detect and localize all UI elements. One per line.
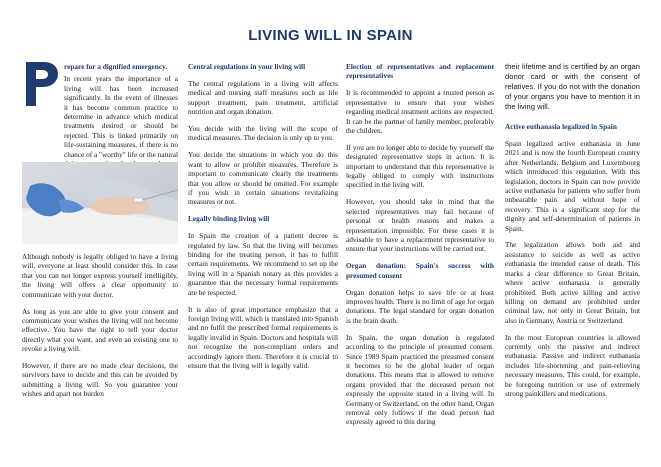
col3-paragraph-5: In Spain, the organ donation is regulated according to the principle of presumed consent. Since 1989 Spain practiced the presumed consent it becomes to be the global leader of organ donations. This means that is allowed to remove organs provided that the deceased person not expressly the opposite stated in a living will. In Germany or Switzerland, on the other hand, Organ removal only follows if the dead person had expressly agreed to this during bbox=[346, 332, 494, 427]
col2-paragraph-3: You decide the situations in which you do this want to allow or prohibit measures. Therefore is important to communicate clearly the treatments that you allow or should be omitted. For example if you wish in certain situations revitalizing measures or not. bbox=[188, 150, 338, 207]
heading-central-regulations: Central regulations in your living will bbox=[188, 62, 306, 71]
col2-paragraph-2: You decide with the living will the scope of medical measures. The decision is only up to you. bbox=[188, 124, 338, 143]
col4-paragraph-2: The legalization allows both aid and assistance to suicide as well as active euthanasia the intended cause of death. This marks a clear difference to Great Britain, where active euthanasia is generally prohibited. Both active killing and active killing on demand are prohibited under criminal law, not only in Great Britain, but also in Germany, Austria or Switzerland. bbox=[505, 240, 640, 325]
heading-legally-binding: Legally binding living will bbox=[188, 214, 270, 224]
heading-active-euthanasia: Active euthanasia legalized in Spain bbox=[505, 122, 617, 131]
column-4 bbox=[505, 62, 640, 406]
col2-paragraph-1: The central regulations in a living will affects medical and nursing staff measures such as life support treatment, pain treatment, artificial nutrition and organ donation. bbox=[188, 78, 338, 117]
intro-lead: repare for a dignified emergency. bbox=[64, 62, 168, 71]
col3-paragraph-2: If you are no longer able to decide by yourself the designated representative steps in action. It is important to understand that this representative is legally obliged to comply with instructions specified in the living will. bbox=[346, 142, 494, 190]
heading-representatives: Election of representatives and replacement representatives bbox=[346, 62, 494, 81]
column-1 bbox=[22, 62, 178, 406]
photo-illustration bbox=[22, 162, 178, 244]
heading-organ-donation: Organ donation: Spain's success with presumed consent bbox=[346, 261, 494, 280]
col1-paragraph-2: Although nobody is legally obliged to have a living will, everyone at least should consider this. In case that you can not longer express yourself intelligibly, the living will offers a clear opportunity to communicate with your doctor. bbox=[22, 252, 178, 299]
col3-paragraph-4: Organ donation helps to save life or at least improves health. There is no limit of age for organ donations. The legal standard for organ donation is the brain death. bbox=[346, 287, 494, 325]
col2-paragraph-4: In Spain the creation of a patient decree is regulated by law. So that the living will becomes binding for the treating person, it has to fulfill certain requirements. We recommend to set up the living will in a Spanish notary as this provides a guarantee that the necessary formal requirements are be respected. bbox=[188, 231, 338, 297]
col2-paragraph-5: It is also of great importance emphasize that a foreign living will, which is translated into Spanish and no fulfil the prescribed formal requirements is legally invalid in Spain. Doctors and hospitals will not recognize the non-compliant orders and accordingly ignore them. Therefore it is crucial to ensure that the living will is legally valid. bbox=[188, 304, 338, 370]
col1-paragraph-4: However, if there are no made clear decisions, the survivors have to decide and this can be avoided by submitting a living will. So you guarantee your wishes and apart not burden bbox=[22, 361, 178, 399]
col1-paragraph-3: As long as you are able to give your consent and communicate your wishes the living will not become effective. You have the right to tell your doctor directly what you want, and even an existing one to revoke a living will. bbox=[22, 306, 178, 354]
column-3 bbox=[346, 62, 494, 434]
hospital-patient-photo bbox=[22, 162, 178, 244]
col4-paragraph-1: Spain legalized active euthanasia in June 2021 and is now the fourth European country after Netherlands, Belgium and Luxembourg which introduced this regulation. With this legislation, doctors in Spain can now provide active euthanasia for patients who suffer from unbearable pain and without hope of recovery. This is a significant step for the dignity and self-determination of patients in Spain. bbox=[505, 138, 640, 233]
col4-continuation: their lifetime and is certified by an organ donor card or with the consent of relatives. If you do not with the donation of your organs you have to mention it in the living will. bbox=[505, 62, 640, 111]
intro-paragraph bbox=[22, 74, 178, 168]
intro-first-lines: In recent years the importance of a living will has been increased significantly. In the event of illnesses it has become common practice to determine in advance which medical treatments desired or should be rejected. This is linked primarily on life-sustaining measures, if there is no chance of a "worthy" life or the natural bbox=[64, 74, 178, 159]
column-2 bbox=[188, 62, 338, 378]
page-title: LIVING WILL IN SPAIN bbox=[248, 27, 413, 44]
col3-paragraph-3: However, you should take in mind that the selected representatives may fail because of personal or health reasons and makes a representation impossible. For these cases it is advisable to have a replacement representative to ensure that your instructions will be carried out. bbox=[346, 197, 494, 254]
col3-paragraph-1: It is recommended to appoint a trusted person as representative to ensure that your wishes regarding medical treatment actions are respected. It can be the partner of family member, preferably the children. bbox=[346, 88, 494, 135]
intro-text bbox=[22, 62, 178, 168]
intro-block bbox=[22, 62, 178, 158]
col4-paragraph-3: In the most European countries is allowed currently only the passive and indirect euthanasia. Passive and indirect euthanasia includes life-shortening and pain-relieving necessary measures. This could, for example, be foregoing nutrition or use of extremely strong painkillers and medications. bbox=[505, 332, 640, 399]
